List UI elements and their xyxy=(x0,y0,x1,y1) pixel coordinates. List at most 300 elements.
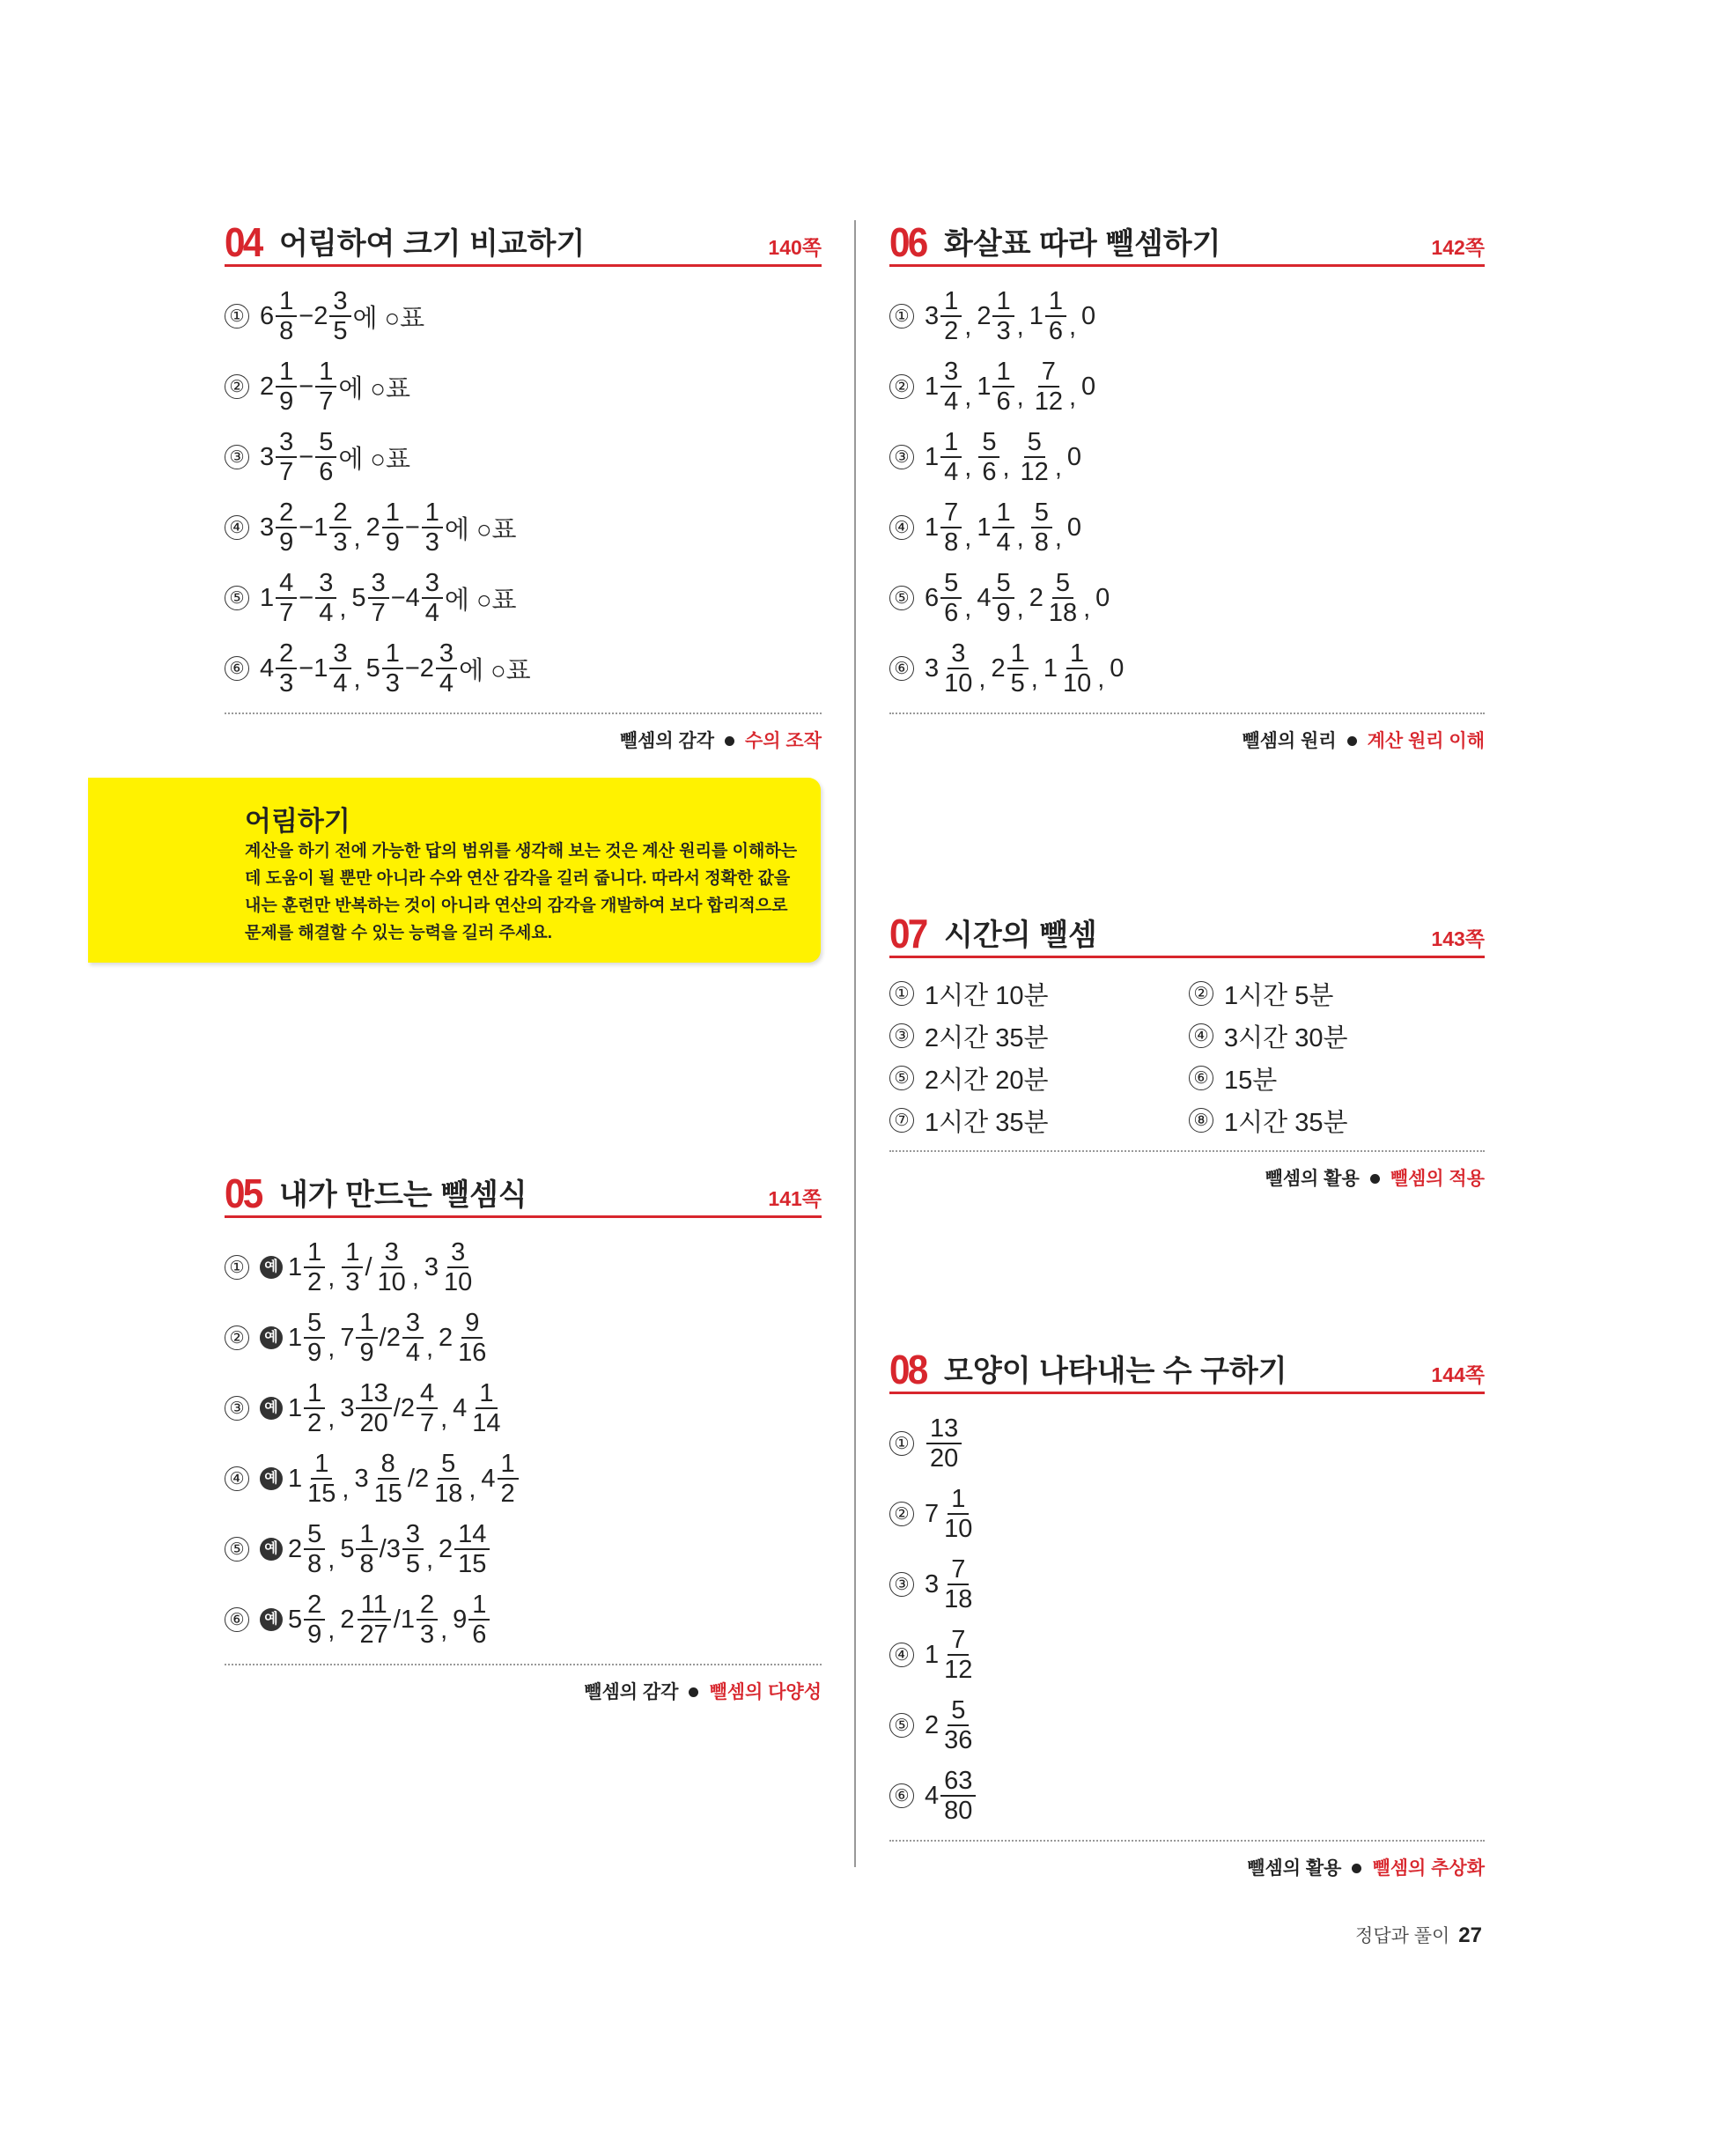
fraction xyxy=(940,428,962,486)
denominator: 8 xyxy=(279,317,294,345)
whole-number: 9 xyxy=(453,1605,468,1634)
denominator: 36 xyxy=(944,1726,973,1754)
fraction xyxy=(1045,287,1066,345)
answer-item xyxy=(889,492,1485,563)
answer-item xyxy=(225,1514,822,1584)
item-number: ④ xyxy=(225,1466,249,1491)
separator: , xyxy=(328,1546,336,1574)
numerator: 8 xyxy=(378,1450,399,1480)
item-number: ⑤ xyxy=(225,1537,249,1562)
fraction xyxy=(940,569,962,627)
whole-number: 1 xyxy=(288,1323,303,1352)
denominator: 14 xyxy=(472,1409,501,1437)
fraction xyxy=(304,1309,325,1367)
numerator: 2 xyxy=(276,498,297,528)
bullet-icon xyxy=(689,1687,698,1697)
numerator: 1 xyxy=(382,639,403,669)
denominator: 15 xyxy=(373,1480,402,1508)
fraction xyxy=(304,1591,325,1649)
numerator: 1 xyxy=(1066,639,1088,669)
separator: , xyxy=(353,524,361,552)
whole-number: 3 xyxy=(260,513,275,542)
item-number: ④ xyxy=(889,515,914,540)
whole-number: 1 xyxy=(288,1393,303,1422)
answer-item xyxy=(1189,1057,1488,1099)
section-number: 08 xyxy=(889,1347,926,1392)
section-05 xyxy=(225,1171,822,1704)
item-number: ⑤ xyxy=(225,586,249,610)
numerator: 3 xyxy=(402,1520,424,1550)
fraction xyxy=(417,1379,438,1437)
whole-number: 3 xyxy=(386,1534,401,1563)
numerator: 5 xyxy=(304,1309,325,1339)
tip-body: 계산을 하기 전에 가능한 답의 범위를 생각해 보는 것은 계산 원리를 이해하는 데 도움이 될 뿐만 아니라 수와 연산 감각을 길러 줍니다. 따라서 정확한 값을 내는 훈련만 반복하는 것이 아니라 연산의 감각을 개발하여 보다 합리적으로 문제를 해결할 수 있는 능력을 길러 주세요. xyxy=(245,842,798,942)
answer-expression xyxy=(925,639,1124,698)
fraction xyxy=(304,1520,325,1578)
denominator: 9 xyxy=(307,1621,322,1649)
item-number: ⑦ xyxy=(889,1108,914,1133)
separator: , xyxy=(964,524,972,552)
denominator: 6 xyxy=(944,599,959,627)
denominator: 8 xyxy=(307,1550,322,1578)
denominator: 12 xyxy=(1034,388,1063,416)
whole-number: 1 xyxy=(400,1605,415,1634)
numerator: 3 xyxy=(276,428,297,458)
answer-text: 15분 xyxy=(1224,1066,1278,1095)
denominator: 3 xyxy=(996,317,1011,345)
answer-expression xyxy=(925,1485,977,1543)
example-badge: 예 xyxy=(260,1467,283,1490)
answer-item xyxy=(889,563,1485,633)
answer-item xyxy=(225,633,822,704)
answer-expression xyxy=(925,428,1081,486)
section-header xyxy=(889,220,1485,267)
fraction xyxy=(926,1414,962,1473)
fraction xyxy=(276,428,297,486)
answer-item xyxy=(889,1408,1485,1479)
answer-expression xyxy=(260,569,517,627)
math-text: 에 ○표 xyxy=(352,304,425,333)
fraction xyxy=(940,1555,976,1613)
whole-number: 2 xyxy=(365,513,380,542)
math-text: 0 xyxy=(1081,372,1096,401)
numerator: 1 xyxy=(422,498,443,528)
fraction xyxy=(342,1238,363,1296)
whole-number: 1 xyxy=(925,442,940,471)
separator: , xyxy=(978,665,986,693)
whole-number: 1 xyxy=(1029,301,1043,330)
fraction xyxy=(992,498,1014,557)
numerator: 7 xyxy=(940,498,962,528)
item-number: ② xyxy=(225,374,249,399)
whole-number: 1 xyxy=(977,513,992,542)
separator: , xyxy=(964,594,972,623)
numerator: 4 xyxy=(417,1379,438,1409)
whole-number: 3 xyxy=(424,1252,439,1281)
separator: , xyxy=(328,1264,336,1292)
section-page-ref: 141쪽 xyxy=(768,1187,822,1210)
item-number: ④ xyxy=(889,1643,914,1667)
denominator: 6 xyxy=(996,388,1011,416)
math-text: / xyxy=(379,1323,387,1352)
whole-number: 7 xyxy=(925,1499,940,1528)
section-header xyxy=(225,1171,822,1218)
whole-number: 2 xyxy=(260,372,275,401)
answer-item xyxy=(225,281,822,351)
numerator: 3 xyxy=(940,358,962,388)
numerator: 2 xyxy=(304,1591,325,1621)
math-text: − xyxy=(299,301,314,330)
denominator: 7 xyxy=(371,599,386,627)
answer-list xyxy=(225,281,822,704)
fraction xyxy=(329,498,350,557)
answer-expression xyxy=(925,1767,977,1825)
whole-number: 5 xyxy=(288,1605,303,1634)
example-badge: 예 xyxy=(260,1538,283,1561)
denominator: 10 xyxy=(444,1268,473,1296)
denominator: 6 xyxy=(1048,317,1063,345)
tip-title: 어림하기 xyxy=(245,806,350,837)
item-number: ② xyxy=(889,1502,914,1526)
math-text: 0 xyxy=(1110,653,1125,683)
numerator: 7 xyxy=(948,1626,969,1656)
fraction xyxy=(440,1238,476,1296)
numerator: 9 xyxy=(461,1309,483,1339)
item-number: ① xyxy=(889,981,914,1006)
dotted-divider xyxy=(225,713,822,714)
math-text: 에 ○표 xyxy=(459,656,531,685)
denominator: 20 xyxy=(359,1409,388,1437)
answer-expression xyxy=(260,428,410,486)
answer-expression xyxy=(925,498,1081,557)
denominator: 10 xyxy=(944,1515,973,1543)
denominator: 4 xyxy=(319,599,334,627)
fraction xyxy=(1007,639,1029,698)
whole-number: 4 xyxy=(925,1781,940,1810)
whole-number: 1 xyxy=(977,372,992,401)
math-text: 에 ○표 xyxy=(444,586,517,615)
fraction xyxy=(454,1309,490,1367)
fraction xyxy=(1031,358,1066,416)
denominator: 4 xyxy=(333,669,348,698)
answer-expression xyxy=(288,1379,506,1437)
denominator: 6 xyxy=(982,458,997,486)
tag-category: 뺄셈의 원리 xyxy=(1242,731,1337,751)
whole-number: 1 xyxy=(288,1252,303,1281)
whole-number: 2 xyxy=(439,1534,454,1563)
answer-text: 1시간 10분 xyxy=(925,981,1049,1010)
fraction xyxy=(992,569,1014,627)
fraction xyxy=(940,1767,976,1825)
fraction xyxy=(454,1520,490,1578)
separator: , xyxy=(964,383,972,411)
fraction xyxy=(417,1591,438,1649)
fraction xyxy=(402,1309,424,1367)
answer-expression xyxy=(925,1414,963,1473)
answer-item xyxy=(889,351,1485,422)
fraction xyxy=(356,1309,377,1367)
numerator: 63 xyxy=(940,1767,976,1797)
example-badge: 예 xyxy=(260,1256,283,1279)
numerator: 5 xyxy=(992,569,1014,599)
fraction xyxy=(276,639,297,698)
math-text: 0 xyxy=(1081,301,1096,330)
fraction xyxy=(436,639,457,698)
whole-number: 5 xyxy=(365,653,380,683)
separator: , xyxy=(328,1405,336,1433)
whole-number: 4 xyxy=(260,653,275,683)
denominator: 18 xyxy=(1048,599,1078,627)
whole-number: 2 xyxy=(439,1323,454,1352)
numerator: 5 xyxy=(948,1696,969,1726)
denominator: 3 xyxy=(279,669,294,698)
separator: , xyxy=(1083,594,1091,623)
section-number: 07 xyxy=(889,911,926,956)
fraction xyxy=(276,287,297,345)
answer-item xyxy=(889,1761,1485,1831)
fraction xyxy=(356,1520,377,1578)
fraction xyxy=(1031,498,1052,557)
denominator: 7 xyxy=(279,458,294,486)
section-title: 모양이 나타내는 수 구하기 xyxy=(944,1355,1287,1388)
fraction xyxy=(940,1696,976,1754)
fraction xyxy=(329,639,350,698)
answer-list xyxy=(889,1408,1485,1831)
item-number: ③ xyxy=(889,445,914,469)
numerator: 2 xyxy=(276,639,297,669)
numerator: 1 xyxy=(315,358,336,388)
section-08 xyxy=(889,1348,1485,1880)
numerator: 1 xyxy=(468,1591,490,1621)
numerator: 1 xyxy=(356,1309,377,1339)
numerator: 1 xyxy=(1045,287,1066,317)
numerator: 7 xyxy=(1038,358,1059,388)
section-page-ref: 144쪽 xyxy=(1431,1363,1485,1386)
denominator: 2 xyxy=(307,1268,322,1296)
answer-expression xyxy=(925,569,1110,627)
separator: , xyxy=(1097,665,1105,693)
tag-topic: 수의 조작 xyxy=(745,731,822,751)
numerator: 3 xyxy=(329,639,350,669)
numerator: 14 xyxy=(454,1520,490,1550)
denominator: 4 xyxy=(439,669,454,698)
denominator: 5 xyxy=(405,1550,420,1578)
math-text: / xyxy=(393,1393,401,1422)
numerator: 5 xyxy=(940,569,962,599)
section-tag xyxy=(889,1854,1485,1880)
section-number: 04 xyxy=(225,219,262,265)
section-06 xyxy=(889,220,1485,753)
numerator: 1 xyxy=(304,1238,325,1268)
math-text: − xyxy=(404,653,420,683)
item-number: ③ xyxy=(225,445,249,469)
denominator: 12 xyxy=(944,1656,973,1684)
denominator: 7 xyxy=(279,599,294,627)
fraction xyxy=(304,1450,339,1508)
fraction xyxy=(940,1485,976,1543)
numerator: 1 xyxy=(382,498,403,528)
denominator: 6 xyxy=(472,1621,487,1649)
item-number: ② xyxy=(1189,981,1213,1006)
math-text: 에 ○표 xyxy=(338,374,410,403)
fraction xyxy=(940,287,962,345)
denominator: 4 xyxy=(996,528,1011,557)
denominator: 5 xyxy=(333,317,348,345)
answer-item xyxy=(225,422,822,492)
item-number: ⑧ xyxy=(1189,1108,1213,1133)
denominator: 18 xyxy=(434,1480,463,1508)
page-number: 27 xyxy=(1458,1923,1482,1947)
answer-expression xyxy=(925,287,1095,345)
numerator: 1 xyxy=(476,1379,497,1409)
numerator: 5 xyxy=(304,1520,325,1550)
fraction xyxy=(468,1379,504,1437)
item-number: ⑥ xyxy=(225,1607,249,1632)
math-text: 0 xyxy=(1095,583,1110,612)
tip-box xyxy=(88,778,821,963)
item-number: ⑥ xyxy=(889,1783,914,1808)
section-07 xyxy=(889,912,1485,1191)
answer-expression xyxy=(288,1238,477,1296)
denominator: 9 xyxy=(307,1339,322,1367)
item-number: ④ xyxy=(225,515,249,540)
separator: , xyxy=(1068,383,1077,411)
numerator: 3 xyxy=(436,639,457,669)
section-header xyxy=(225,220,822,267)
answer-expression xyxy=(288,1309,491,1367)
denominator: 15 xyxy=(307,1480,336,1508)
numerator: 4 xyxy=(276,569,297,599)
answer-item xyxy=(889,1620,1485,1690)
numerator: 1 xyxy=(1007,639,1029,669)
denominator: 7 xyxy=(319,388,334,416)
whole-number: 3 xyxy=(925,1569,940,1599)
page-footer xyxy=(1355,1922,1482,1948)
tag-category: 뺄셈의 감각 xyxy=(584,1682,679,1702)
math-text: 에 ○표 xyxy=(338,445,410,474)
separator: , xyxy=(411,1264,419,1292)
denominator: 27 xyxy=(359,1621,388,1649)
section-number: 05 xyxy=(225,1170,262,1216)
whole-number: 6 xyxy=(260,301,275,330)
section-number: 06 xyxy=(889,219,926,265)
whole-number: 1 xyxy=(288,1464,303,1493)
math-text: 0 xyxy=(1066,513,1082,542)
fraction xyxy=(368,569,389,627)
whole-number: 2 xyxy=(400,1393,415,1422)
answer-expression xyxy=(260,287,424,345)
separator: , xyxy=(1068,313,1077,341)
answer-item xyxy=(225,1232,822,1303)
math-text: − xyxy=(299,442,314,471)
numerator: 5 xyxy=(315,428,336,458)
fraction xyxy=(315,569,336,627)
fraction xyxy=(304,1379,325,1437)
whole-number: 2 xyxy=(386,1323,401,1352)
whole-number: 3 xyxy=(340,1393,355,1422)
numerator: 3 xyxy=(422,569,443,599)
separator: , xyxy=(1016,594,1024,623)
whole-number: 1 xyxy=(260,583,275,612)
whole-number: 5 xyxy=(340,1534,355,1563)
answer-item xyxy=(1189,1015,1488,1057)
answer-item xyxy=(889,1057,1189,1099)
answer-item xyxy=(889,1479,1485,1549)
whole-number: 2 xyxy=(313,301,328,330)
section-04 xyxy=(225,220,822,753)
tag-topic: 계산 원리 이해 xyxy=(1367,731,1485,751)
fraction xyxy=(468,1591,490,1649)
answer-item xyxy=(889,1015,1189,1057)
section-title: 시간의 뺄셈 xyxy=(944,919,1097,952)
section-page-ref: 142쪽 xyxy=(1431,236,1485,259)
example-badge: 예 xyxy=(260,1326,283,1349)
separator: , xyxy=(1030,665,1038,693)
numerator: 3 xyxy=(948,639,969,669)
math-text: / xyxy=(365,1252,372,1281)
denominator: 80 xyxy=(944,1797,973,1825)
bullet-icon xyxy=(1347,736,1357,746)
numerator: 1 xyxy=(311,1450,332,1480)
numerator: 5 xyxy=(978,428,999,458)
denominator: 4 xyxy=(944,458,959,486)
denominator: 12 xyxy=(1020,458,1049,486)
fraction xyxy=(371,1450,406,1508)
separator: , xyxy=(342,1475,350,1503)
separator: , xyxy=(339,594,347,623)
math-text: / xyxy=(379,1534,387,1563)
denominator: 2 xyxy=(944,317,959,345)
whole-number: 1 xyxy=(925,513,940,542)
math-text: − xyxy=(299,372,314,401)
whole-number: 7 xyxy=(340,1323,355,1352)
math-text: − xyxy=(299,653,314,683)
denominator: 3 xyxy=(345,1268,360,1296)
numerator: 1 xyxy=(992,358,1014,388)
item-number: ⑥ xyxy=(1189,1066,1213,1090)
answer-item xyxy=(889,972,1189,1015)
math-text: / xyxy=(407,1464,415,1493)
answer-text: 2시간 35분 xyxy=(925,1023,1049,1052)
section-page-ref: 143쪽 xyxy=(1431,927,1485,950)
denominator: 9 xyxy=(279,388,294,416)
denominator: 9 xyxy=(279,528,294,557)
dotted-divider xyxy=(225,1664,822,1665)
numerator: 1 xyxy=(948,1485,969,1515)
item-number: ① xyxy=(889,1431,914,1456)
denominator: 10 xyxy=(377,1268,406,1296)
whole-number: 3 xyxy=(354,1464,369,1493)
denominator: 9 xyxy=(359,1339,374,1367)
tag-category: 뺄셈의 활용 xyxy=(1247,1858,1342,1879)
item-number: ② xyxy=(889,374,914,399)
numerator: 5 xyxy=(1052,569,1073,599)
numerator: 1 xyxy=(276,287,297,317)
numerator: 1 xyxy=(992,287,1014,317)
section-tag xyxy=(225,1678,822,1704)
section-tag xyxy=(889,727,1485,753)
item-number: ① xyxy=(225,1255,249,1280)
answer-item xyxy=(225,492,822,563)
answer-expression xyxy=(288,1450,520,1508)
math-text: − xyxy=(299,513,314,542)
fraction xyxy=(992,358,1014,416)
fraction xyxy=(356,1591,391,1649)
fraction xyxy=(422,498,443,557)
answer-expression xyxy=(925,1626,977,1684)
whole-number: 1 xyxy=(925,372,940,401)
answer-expression xyxy=(925,1696,977,1754)
